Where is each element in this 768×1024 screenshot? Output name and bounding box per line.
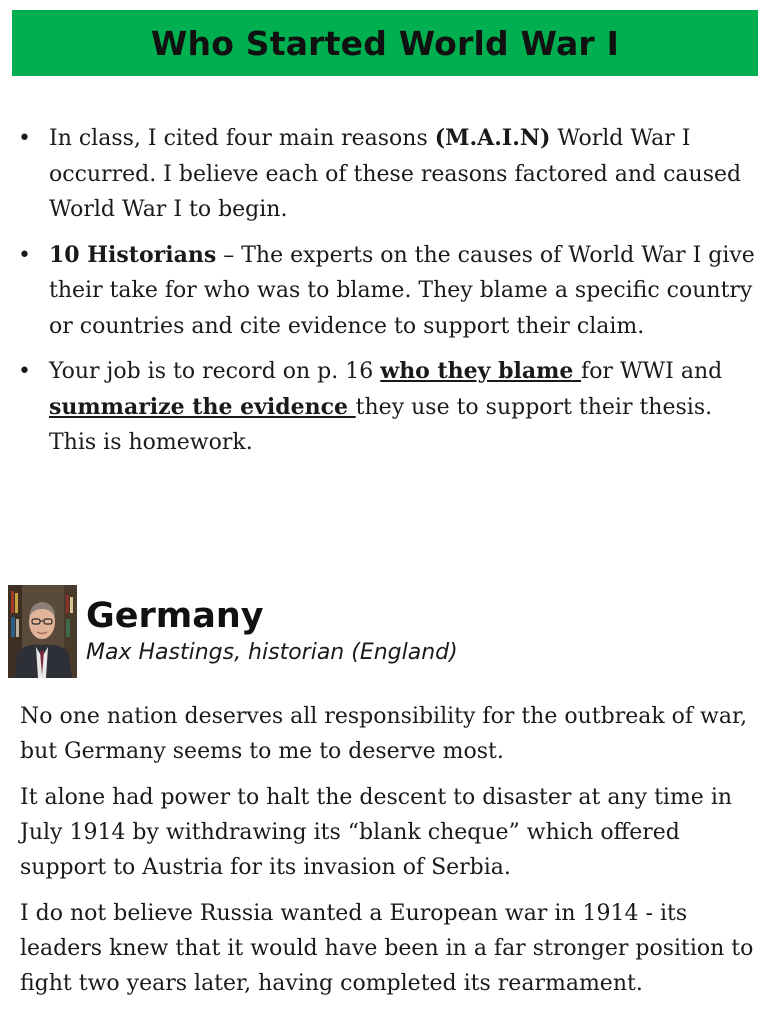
bullet-item (18, 238, 758, 345)
argument-paragraph: No one nation deserves all responsibility for the outbreak of war, but Germany seems to me to deserve most. (20, 704, 748, 764)
bullet-list (18, 121, 758, 471)
page-title: Who Started World War I (150, 23, 620, 63)
bullet-bold-text: 10 Historians (49, 241, 217, 268)
bullet-marker: • (18, 242, 31, 268)
underlined-text: summarize the evidence (49, 393, 356, 420)
bullet-text: World War I occurred. I believe each of these reasons factored and caused World War I to begin. (49, 126, 742, 222)
title-banner (12, 10, 758, 76)
bullet-marker: • (18, 126, 31, 151)
bullet-text: In class, I cited four main reasons (49, 126, 435, 151)
argument-paragraph: I do not believe Russia wanted a European war in 1914 - its leaders knew that it would have been in a far stronger position to fight two years later, having completed its rearmament. (20, 901, 754, 996)
bullet-item (18, 354, 758, 461)
bullet-text: they use to support their thesis. This is homework. (49, 394, 713, 455)
bullet-marker: • (18, 359, 31, 384)
country-name: Germany (86, 596, 264, 636)
bullet-text: for WWI and (581, 359, 723, 384)
bullet-text: Your job is to record on p. 16 (49, 359, 381, 384)
bullet-bold-text: (M.A.I.N) (434, 125, 551, 151)
historian-argument (20, 699, 755, 1012)
historian-byline: Max Hastings, historian (England) (86, 640, 458, 665)
historian-portrait (8, 585, 77, 678)
bullet-text: – The experts on the causes of World War I give their take for who was to blame. They blame a specific country or countries and cite evidence to support their claim. (49, 242, 755, 339)
underlined-text: who they blame (380, 358, 582, 384)
bullet-item (18, 121, 758, 228)
portrait-image (8, 585, 77, 678)
historian-heading (86, 594, 458, 668)
argument-paragraph: It alone had power to halt the descent to disaster at any time in July 1914 by withdrawing its “blank cheque” which offered support to Austria for its invasion of Serbia. (20, 785, 733, 880)
